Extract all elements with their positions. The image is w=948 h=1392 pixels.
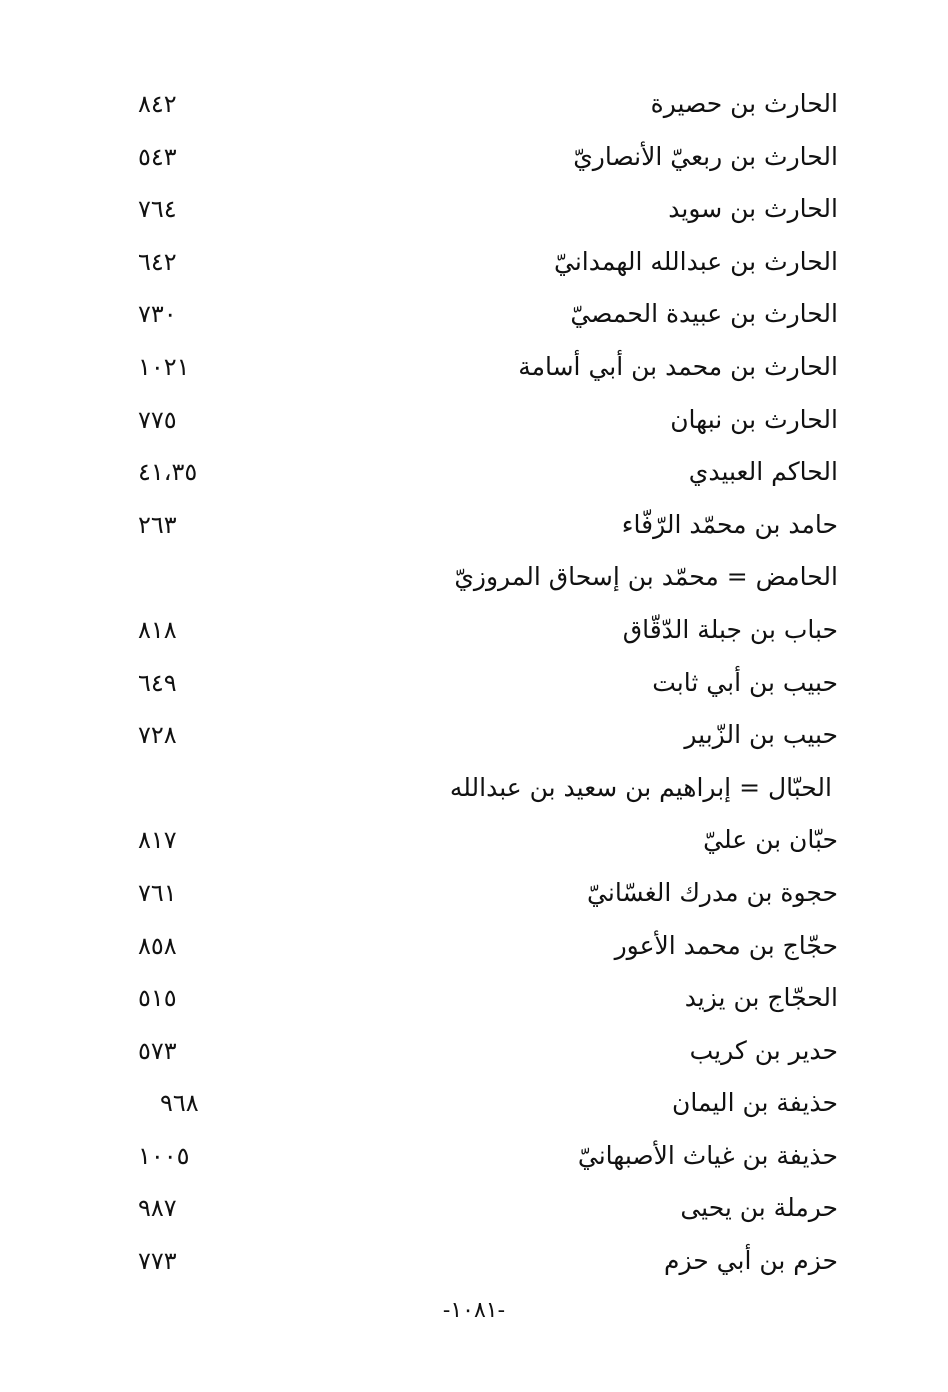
entry-name: حزم بن أبي حزم <box>663 1246 838 1276</box>
index-entry <box>0 288 948 341</box>
index-entry <box>0 657 948 710</box>
index-entry <box>0 920 948 973</box>
entry-name: حامد بن محمّد الرّفّاء <box>621 509 838 539</box>
entry-name: حرملة بن يحيى <box>680 1193 838 1223</box>
index-entry <box>0 394 948 447</box>
entry-name: الحارث بن نبهان <box>670 404 838 434</box>
entry-name: الحارث بن ربعيّ الأنصاريّ <box>573 141 838 171</box>
index-entry <box>0 1182 948 1235</box>
index-entries <box>0 78 948 1288</box>
page-number: -١٠٨١- <box>442 1298 506 1323</box>
index-entry <box>0 236 948 289</box>
index-entry <box>0 446 948 499</box>
index-entry <box>0 551 948 604</box>
entry-pages: ٨١٧ <box>138 826 177 855</box>
entry-pages: ٧٧٥ <box>138 405 177 434</box>
entry-pages: ٢٦٣ <box>138 510 177 539</box>
entry-name: الحبّال = إبراهيم بن سعيد بن عبدالله <box>449 772 832 802</box>
index-entry <box>0 1235 948 1288</box>
entry-pages: ٩٦٨ <box>160 1089 199 1118</box>
entry-pages: ٧٦٤ <box>138 195 177 224</box>
entry-pages: ٤١،٣٥ <box>138 458 198 487</box>
index-entry <box>0 972 948 1025</box>
entry-name: حذيفة بن غياث الأصبهانيّ <box>577 1140 838 1170</box>
entry-name: الحارث بن عبيدة الحمصيّ <box>570 299 838 329</box>
entry-name: الحارث بن محمد بن أبي أسامة <box>518 351 838 381</box>
entry-pages: ٧٧٣ <box>138 1247 177 1276</box>
index-entry <box>0 867 948 920</box>
entry-pages: ٨١٨ <box>138 615 177 644</box>
entry-pages: ١٠٢١ <box>138 352 190 381</box>
entry-name: حجّاج بن محمد الأعور <box>614 930 838 960</box>
entry-name: الحارث بن سويد <box>668 194 838 224</box>
index-entry <box>0 604 948 657</box>
index-entry <box>0 814 948 867</box>
entry-pages: ٨٤٢ <box>138 90 177 118</box>
entry-name: حبيب بن أبي ثابت <box>652 667 838 697</box>
entry-name: الحامض = محمّد بن إسحاق المروزيّ <box>454 562 838 592</box>
index-entry <box>0 1130 948 1183</box>
entry-pages: ٥٤٣ <box>138 142 177 171</box>
index-entry <box>0 183 948 236</box>
entry-name: حجوة بن مدرك الغسّانيّ <box>587 877 838 907</box>
entry-name: الحارث بن حصيرة <box>650 89 838 118</box>
index-entry <box>0 341 948 394</box>
entry-pages: ٧٦١ <box>138 878 177 907</box>
entry-pages: ٥٧٣ <box>138 1036 177 1065</box>
index-entry <box>0 762 948 815</box>
index-entry <box>0 78 948 131</box>
entry-pages: ٦٤٢ <box>138 247 177 276</box>
index-entry <box>0 131 948 184</box>
index-entry <box>0 499 948 552</box>
entry-pages: ٥١٥ <box>138 984 177 1013</box>
index-entry <box>0 1025 948 1078</box>
index-entry <box>0 709 948 762</box>
entry-pages: ٧٢٨ <box>138 721 177 750</box>
entry-name: الحاكم العبيدي <box>688 457 838 487</box>
entry-pages: ٧٣٠ <box>138 300 177 329</box>
entry-pages: ٨٥٨ <box>138 931 177 960</box>
entry-name: حباب بن جبلة الدّقّاق <box>622 614 838 644</box>
entry-name: حبّان بن عليّ <box>703 825 838 855</box>
entry-name: الحارث بن عبدالله الهمدانيّ <box>554 246 838 276</box>
entry-name: حذيفة بن اليمان <box>671 1088 838 1118</box>
entry-pages: ٩٨٧ <box>138 1194 177 1223</box>
entry-pages: ٦٤٩ <box>138 668 177 697</box>
entry-pages: ١٠٠٥ <box>138 1141 190 1170</box>
entry-name: الحجّاج بن يزيد <box>684 983 838 1013</box>
entry-name: حدير بن كريب <box>689 1035 838 1065</box>
entry-name: حبيب بن الزّبير <box>684 720 838 750</box>
index-entry <box>0 1077 948 1130</box>
